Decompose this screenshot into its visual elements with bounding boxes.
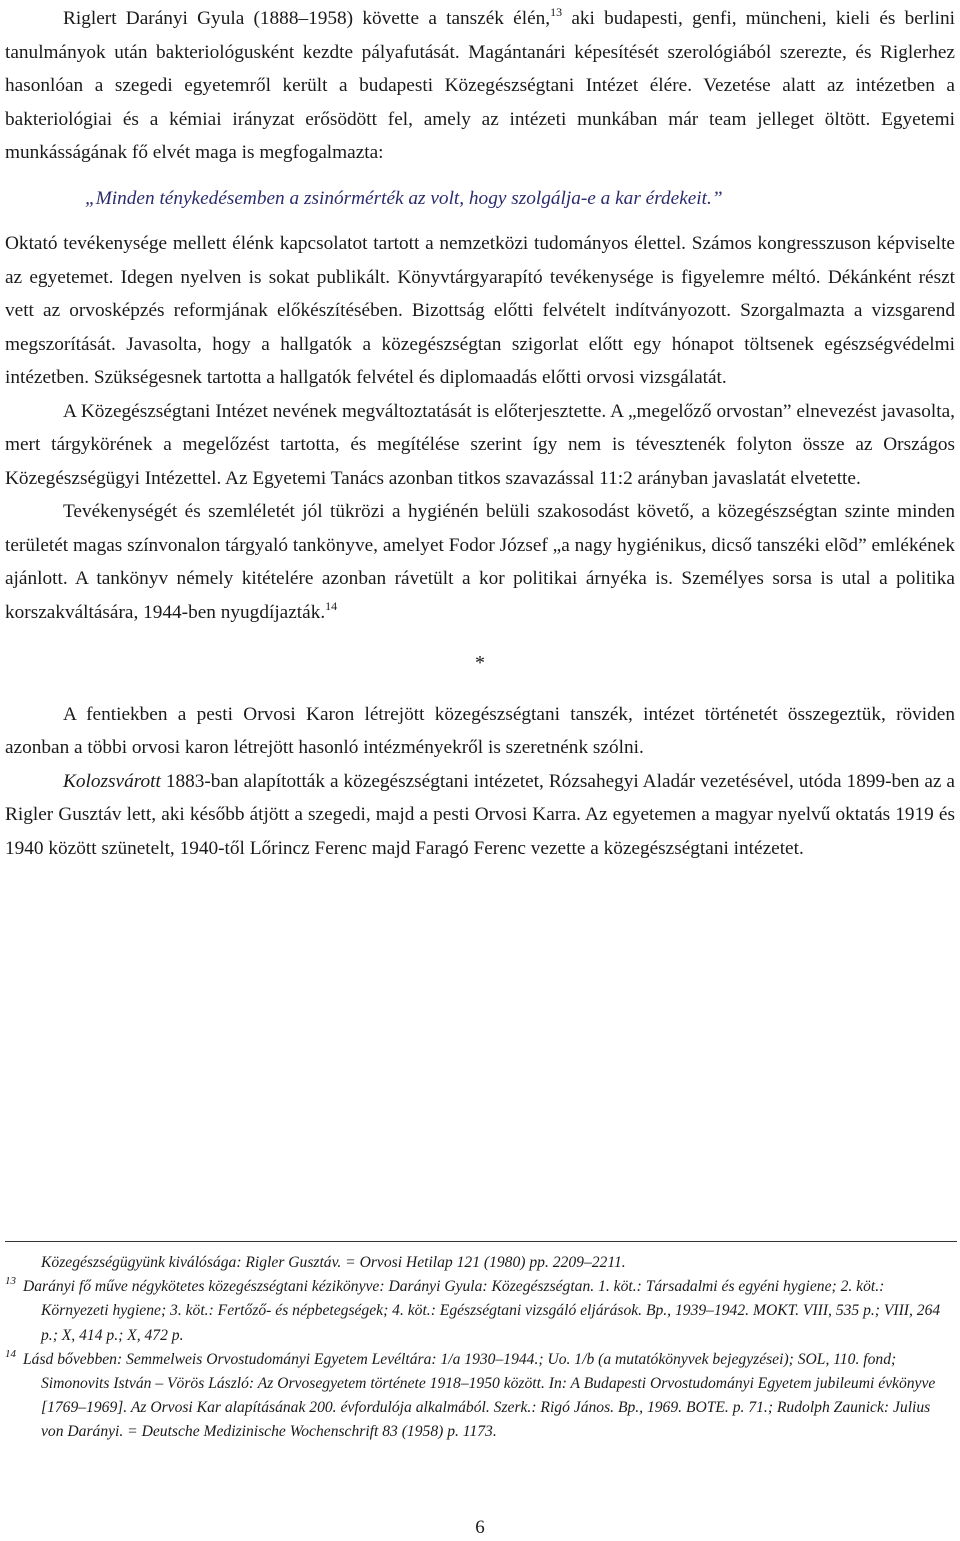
quote: „Minden ténykedésemben a zsinórmérték az volt, hogy szolgálja-e a kar érdekeit.”	[85, 187, 723, 209]
section-separator: *	[475, 652, 485, 674]
main-text	[5, 2, 955, 865]
footnote-divider	[5, 1241, 957, 1242]
paragraph-4: Tevékenységét és szemléletét jól tükrözi a hygiénén belüli szakosodást követő, a közegészségtan szinte minden területét magas színvonalon tárgyaló tankönyve, amelyet Fodor József „a nagy hygiénikus, dicső tanszéki elõd” emlékének ajánlott. A tankönyv némely kitételére azonban rávetült a kor politikai árnyéka is. Személyes sorsa is utal a politika korszakváltására, 1944-ben nyugdíjazták.$^{14}$	[5, 501, 955, 623]
footnotes	[5, 1251, 955, 1445]
footnote-ref-13[interactable]: 13	[550, 5, 563, 19]
emphasis-kolozsvarott: Kolozsvárott	[63, 770, 161, 792]
paragraph-6: Kolozsvárott 1883-ban alapították a közegészségtani intézetet, Rózsahegyi Aladár vezetésével, utóda 1899-ben az a Rigler Gusztáv lett, aki később átjött a szegedi, majd a pesti Orvosi Karra. Az egyetemen a magyar nyelvű oktatás 1919 és 1940 között szünetelt, 1940-től Lőrincz Ferenc majd Faragó Ferenc vezette a közegészségtani intézetet.	[5, 770, 955, 859]
paragraph-1: Riglert Darányi Gyula (1888–1958) követte a tanszék élén,$^{13}$ aki budapesti, genfi, müncheni, kieli és berlini tanulmányok után bakteriológusként kezdte pályafutását. Magántanári képesítését szerológiából szerezte, és Riglerhez hasonlóan a szegedi egyetemről került a budapesti Közegészségtani Intézet élére. Vezetése alatt az intézetben a bakteriológiai és a kémiai irányzat erősödött fel, amely az intézeti munkában már team jelleget öltött. Egyetemi munkásságának fő elvét maga is megfogalmazta:	[5, 5, 955, 163]
footnote-14: 14 Lásd bővebben: Semmelweis Orvostudományi Egyetem Levéltára: 1/a 1930–1944.; Uo. 1/b (a mutatókönyvek bejegyzései); SOL, 110. fond; Simonovits István – Vörös László: Az Orvosegyetem története 1918–1950 között. In: A Budapesti Orvostudományi Egyetem jubileumi évkönyve [1769–1969]. Az Orvosi Kar alapításának 200. évfordulója alkalmából. Szerk.: Rigó János. Bp., 1969. BOTE. p. 71.; Rudolph Zaunick: Julius von Darányi. = Deutsche Medizinische Wochenschrift 83 (1958) p. 1173.	[5, 1347, 936, 1441]
paragraph-5: A fentiekben a pesti Orvosi Karon létrejött közegészségtani tanszék, intézet történetét összegeztük, röviden azonban a többi orvosi karon létrejött hasonló intézményekről is szeretnénk szólni.	[5, 703, 955, 758]
footnote-13: 13 Darányi fő műve négykötetes közegészségtani kézikönyve: Darányi Gyula: Közegészségtan. 1. köt.: Társadalmi és egyéni hygiene; 2. köt.: Környezeti hygiene; 3. köt.: Fertőző- és népbetegségek; 4. köt.: Egészségtani vizsgáló eljárások. Bp., 1939–1942. MOKT. VIII, 535 p.; VIII, 264 p.; X, 414 p.; X, 472 p.	[5, 1275, 941, 1344]
paragraph-3: A Közegészségtani Intézet nevének megváltoztatását is előterjesztette. A „megelőző orvostan” elnevezést javasolta, mert tárgykörének a megelőzést tartotta, és megítélése szerint így nem is tévesztenék folyton össze az Országos Közegészségügyi Intézettel. Az Egyetemi Tanács azonban titkos szavazással 11:2 arányban javaslatát elvetette.	[5, 400, 955, 489]
paragraph-2: Oktató tevékenysége mellett élénk kapcsolatot tartott a nemzetközi tudományos élettel. Számos kongresszuson képviselte az egyetemet. Idegen nyelven is sokat publikált. Könyvtárgyarapító tevékenysége is figyelemre méltó. Dékánként részt vett az orvosképzés reformjának előkészítésében. Bizottság előtti felvételt indítványozott. Szorgalmazta a vizsgarend megszorítását. Javasolta, hogy a hallgatók a közegészségtan szigorlat előtt egy hónapot töltsenek egészségvédelmi intézetben. Szükségesnek tartotta a hallgatók felvétel és diplomaadás előtti orvosi vizsgálatát.	[5, 233, 955, 388]
page-number: 6	[475, 1517, 485, 1538]
footnote-continuation: Közegészségügyünk kiválósága: Rigler Gusztáv. = Orvosi Hetilap 121 (1980) pp. 2209–2211.	[41, 1254, 626, 1271]
footnote-ref-14[interactable]: 14	[325, 598, 338, 613]
